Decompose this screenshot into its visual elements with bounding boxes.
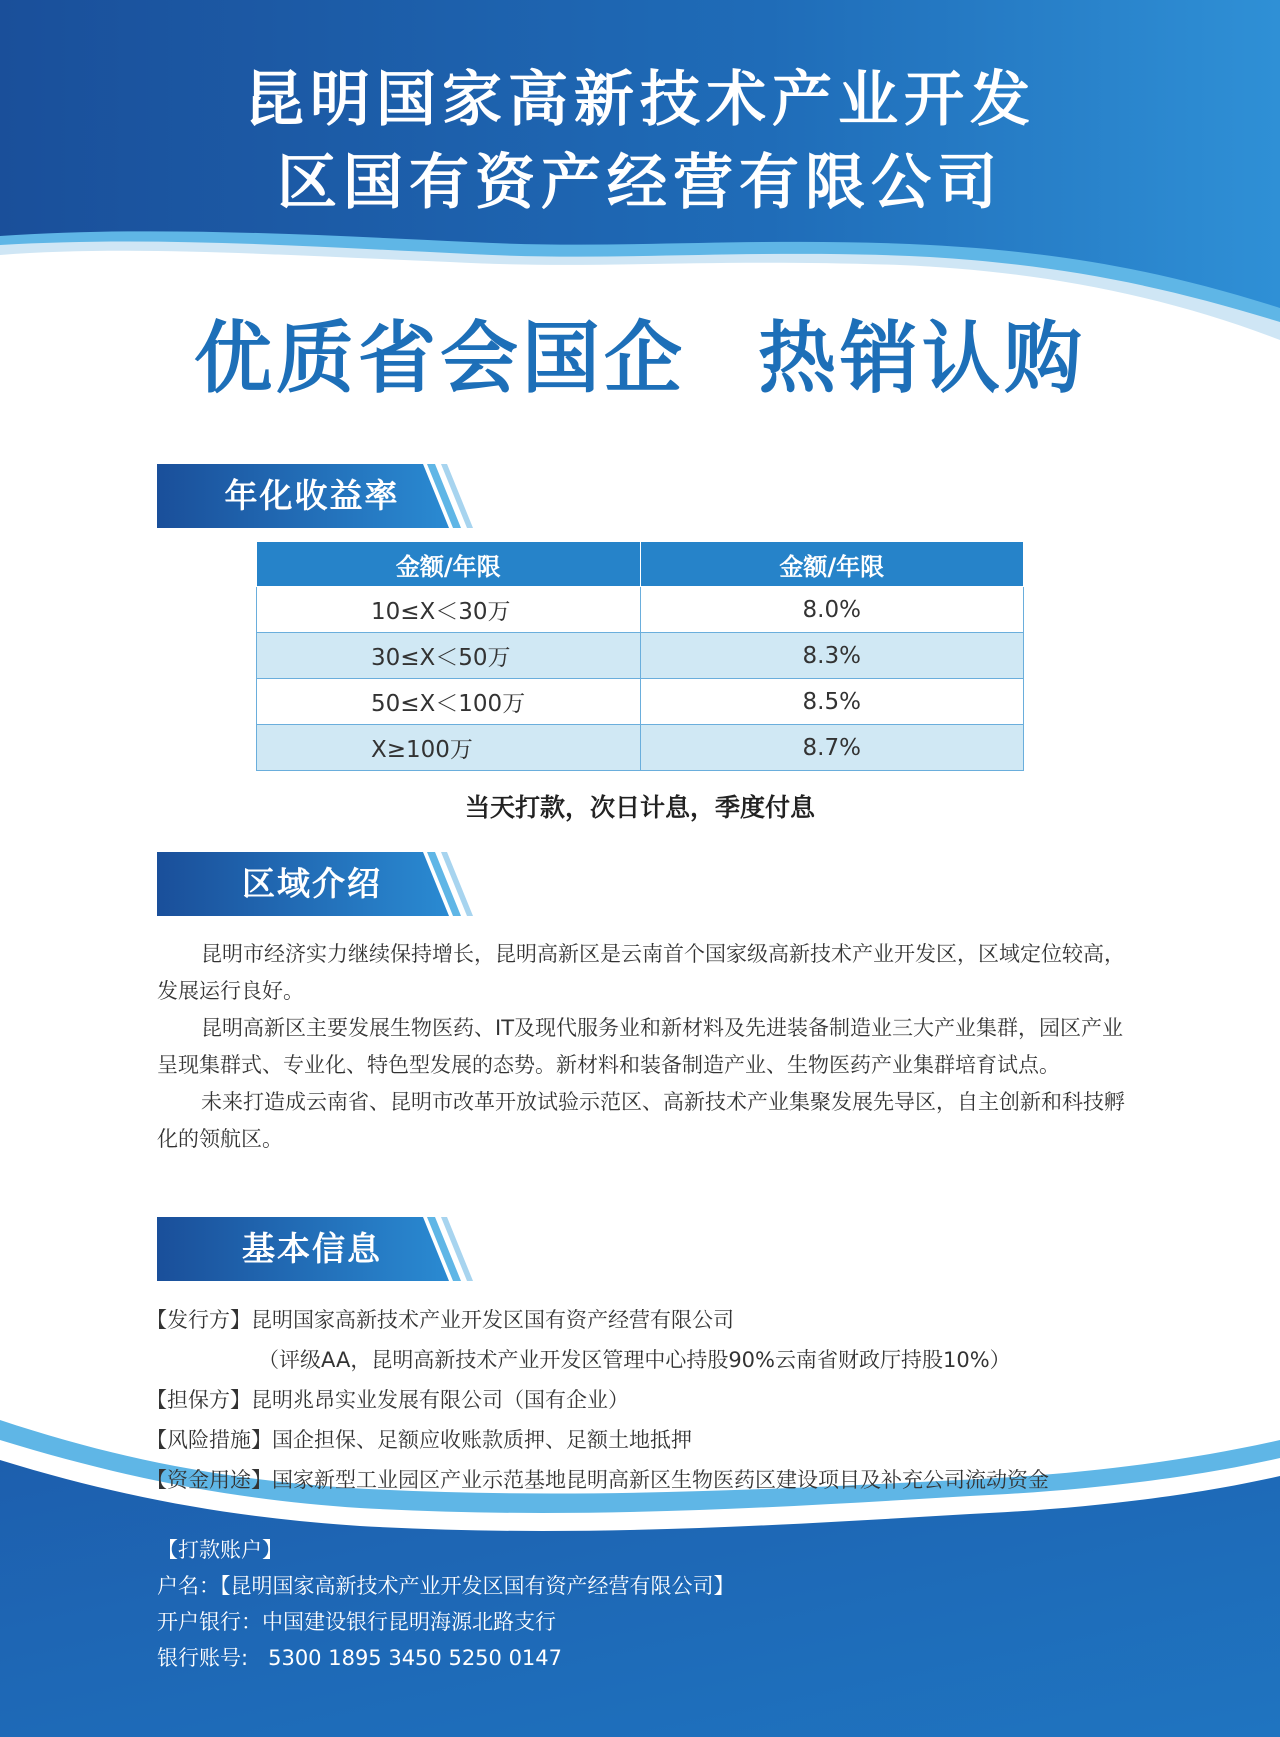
- section-banner-region: [157, 852, 473, 916]
- section-title-yield: 年化收益率: [224, 476, 400, 515]
- guarantor-row: 【担保方】昆明兆昂实业发展有限公司（国有企业）: [146, 1388, 629, 1412]
- company-title-line2: 区国有资产经营有限公司: [277, 148, 1003, 218]
- table-header-row: [257, 542, 1024, 587]
- table-row: [257, 679, 1024, 725]
- promo-headline: [0, 314, 1280, 404]
- table-header-cell: 金额/年限: [640, 542, 1024, 587]
- risk-row: 【风险措施】国企担保、足额应收账款质押、足额土地抵押: [146, 1428, 692, 1452]
- table-row: [257, 725, 1024, 771]
- basic-info-list: [146, 1300, 1246, 1500]
- section-banner-basic: [157, 1217, 473, 1281]
- issuer-note-row: （评级AA，昆明高新技术产业开发区管理中心持股90%云南省财政厅持股10%）: [258, 1348, 1011, 1372]
- account-number: 银行账号: 5300 1895 3450 5250 0147: [157, 1646, 563, 1670]
- amount-range-cell: 30≤X＜50万: [257, 633, 641, 679]
- payment-note: 当天打款，次日计息，季度付息: [464, 793, 815, 822]
- account-bank: 开户银行：中国建设银行昆明海源北路支行: [157, 1610, 556, 1634]
- headline-left: 优质省会国企: [193, 314, 686, 404]
- account-title: 【打款账户】: [157, 1538, 283, 1562]
- table-row: [257, 633, 1024, 679]
- rate-cell: 8.5%: [640, 679, 1024, 725]
- table-header-cell: 金额/年限: [257, 542, 641, 587]
- section-banner-yield: [157, 464, 473, 528]
- region-intro-text: [157, 936, 1127, 1158]
- region-paragraph: 昆明高新区主要发展生物医药、IT及现代服务业和新材料及先进装备制造业三大产业集群，园区产业呈现集群式、专业化、特色型发展的态势。新材料和装备制造产业、生物医药产业集群培育试点。: [157, 1016, 1124, 1077]
- account-name: 户名：【昆明国家高新技术产业开发区国有资产经营有限公司】: [157, 1574, 735, 1598]
- issuer-row: 【发行方】昆明国家高新技术产业开发区国有资产经营有限公司: [146, 1308, 734, 1332]
- payment-account-block: [157, 1532, 1157, 1676]
- rate-cell: 8.3%: [640, 633, 1024, 679]
- amount-range-cell: 10≤X＜30万: [257, 587, 641, 633]
- yield-rate-table: [256, 541, 1024, 771]
- rate-cell: 8.7%: [640, 725, 1024, 771]
- table-row: [257, 587, 1024, 633]
- section-title-basic: 基本信息: [242, 1229, 382, 1268]
- amount-range-cell: X≥100万: [257, 725, 641, 771]
- amount-range-cell: 50≤X＜100万: [257, 679, 641, 725]
- region-paragraph: 未来打造成云南省、昆明市改革开放试验示范区、高新技术产业集聚发展先导区，自主创新和科技孵化的领航区。: [157, 1090, 1125, 1151]
- usage-row: 【资金用途】国家新型工业园区产业示范基地昆明高新区生物医药区建设项目及补充公司流动资金: [146, 1468, 1049, 1492]
- section-title-region: 区域介绍: [242, 864, 382, 903]
- company-title-line1: 昆明国家高新技术产业开发: [244, 65, 1036, 135]
- rate-cell: 8.0%: [640, 587, 1024, 633]
- headline-right: 热销认购: [758, 314, 1087, 404]
- region-paragraph: 昆明市经济实力继续保持增长，昆明高新区是云南首个国家级高新技术产业开发区，区域定位较高，发展运行良好。: [157, 942, 1125, 1003]
